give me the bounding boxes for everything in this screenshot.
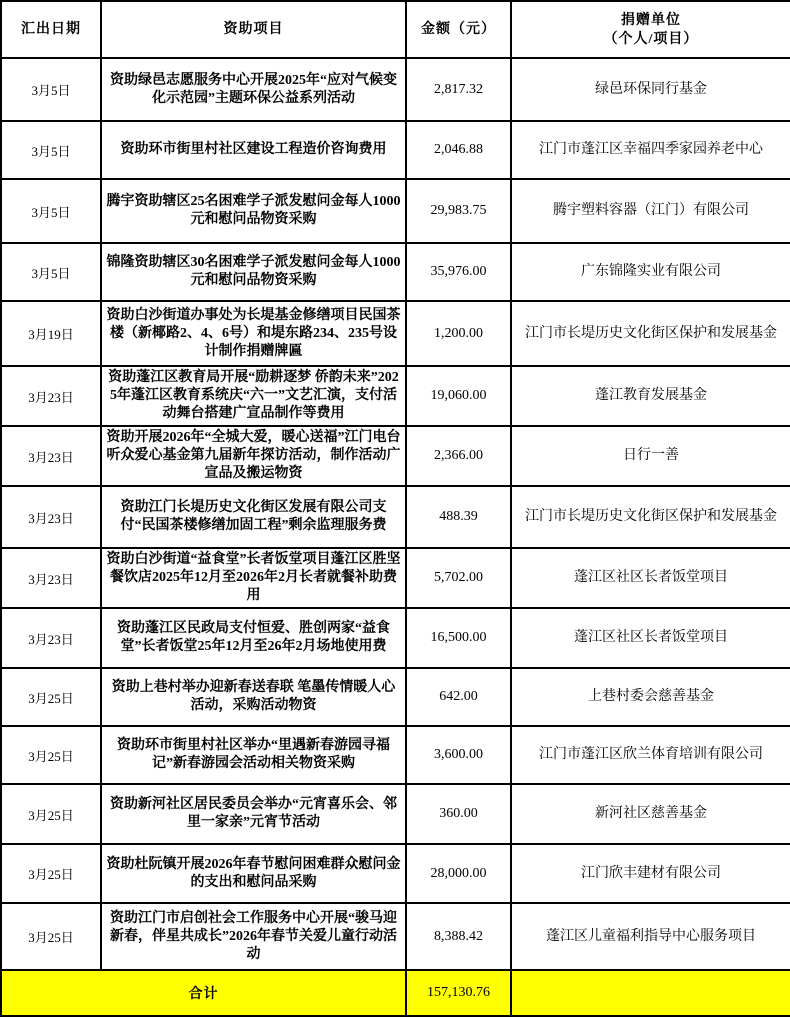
table-row <box>1 548 790 608</box>
cell-donor: 腾宇塑料容器（江门）有限公司 <box>511 179 790 243</box>
table-row <box>1 486 790 548</box>
cell-project: 资助绿邑志愿服务中心开展2025年“应对气候变化示范园”主题环保公益系列活动 <box>101 58 406 121</box>
cell-date: 3月23日 <box>1 486 101 548</box>
cell-amount: 8,388.42 <box>406 903 511 970</box>
cell-donor: 蓬江区社区长者饭堂项目 <box>511 608 790 668</box>
cell-project: 腾宇资助辖区25名困难学子派发慰问金每人1000元和慰问品物资采购 <box>101 179 406 243</box>
col-header-donor <box>511 1 790 58</box>
cell-amount: 19,060.00 <box>406 366 511 426</box>
cell-date: 3月5日 <box>1 243 101 301</box>
cell-amount: 642.00 <box>406 668 511 726</box>
total-donor-empty <box>511 970 790 1016</box>
cell-project: 资助环市街里村社区建设工程造价咨询费用 <box>101 121 406 179</box>
cell-donor: 新河社区慈善基金 <box>511 784 790 844</box>
cell-amount: 2,366.00 <box>406 426 511 486</box>
table-row <box>1 301 790 366</box>
cell-amount: 29,983.75 <box>406 179 511 243</box>
table-row <box>1 784 790 844</box>
total-amount: 157,130.76 <box>406 970 511 1016</box>
cell-date: 3月23日 <box>1 426 101 486</box>
cell-amount: 2,046.88 <box>406 121 511 179</box>
cell-date: 3月25日 <box>1 844 101 903</box>
cell-donor: 广东锦隆实业有限公司 <box>511 243 790 301</box>
table-row <box>1 179 790 243</box>
cell-donor: 日行一善 <box>511 426 790 486</box>
cell-donor: 江门市蓬江区欣兰体育培训有限公司 <box>511 726 790 784</box>
table-row <box>1 903 790 970</box>
cell-date: 3月25日 <box>1 784 101 844</box>
cell-donor: 江门市蓬江区幸福四季家园养老中心 <box>511 121 790 179</box>
cell-amount: 360.00 <box>406 784 511 844</box>
cell-donor: 江门市长堤历史文化街区保护和发展基金 <box>511 301 790 366</box>
cell-amount: 28,000.00 <box>406 844 511 903</box>
cell-donor: 江门市长堤历史文化街区保护和发展基金 <box>511 486 790 548</box>
cell-amount: 488.39 <box>406 486 511 548</box>
cell-project: 资助杜阮镇开展2026年春节慰问困难群众慰问金的支出和慰问品采购 <box>101 844 406 903</box>
cell-donor: 蓬江区社区长者饭堂项目 <box>511 548 790 608</box>
total-row <box>1 970 790 1016</box>
table-row <box>1 608 790 668</box>
table-row <box>1 58 790 121</box>
cell-donor: 蓬江教育发展基金 <box>511 366 790 426</box>
cell-date: 3月25日 <box>1 726 101 784</box>
table-row <box>1 726 790 784</box>
cell-date: 3月5日 <box>1 58 101 121</box>
table-row <box>1 668 790 726</box>
cell-amount: 2,817.32 <box>406 58 511 121</box>
cell-donor: 江门欣丰建材有限公司 <box>511 844 790 903</box>
col-header-donor-line2: （个人/项目） <box>603 31 699 47</box>
table-row <box>1 243 790 301</box>
cell-date: 3月19日 <box>1 301 101 366</box>
cell-project: 资助白沙街道“益食堂”长者饭堂项目蓬江区胜坚餐饮店2025年12月至2026年2月长者就餐补助费用 <box>101 548 406 608</box>
cell-date: 3月23日 <box>1 608 101 668</box>
cell-donor: 绿邑环保同行基金 <box>511 58 790 121</box>
table-row <box>1 844 790 903</box>
col-header-donor-line1: 捐赠单位 <box>621 12 681 28</box>
col-header-project: 资助项目 <box>101 1 406 58</box>
cell-project: 资助蓬江区民政局支付恒爱、胜创两家“益食堂”长者饭堂25年12月至26年2月场地使用费 <box>101 608 406 668</box>
cell-date: 3月23日 <box>1 548 101 608</box>
cell-project: 资助新河社区居民委员会举办“元宵喜乐会、邻里一家亲”元宵节活动 <box>101 784 406 844</box>
cell-project: 资助江门长堤历史文化街区发展有限公司支付“民国茶楼修缮加固工程”剩余监理服务费 <box>101 486 406 548</box>
cell-project: 资助环市街里村社区举办“里遇新春游园寻福记”新春游园会活动相关物资采购 <box>101 726 406 784</box>
cell-amount: 1,200.00 <box>406 301 511 366</box>
cell-project: 资助上巷村举办迎新春送春联 笔墨传情暖人心活动，采购活动物资 <box>101 668 406 726</box>
cell-amount: 3,600.00 <box>406 726 511 784</box>
col-header-amount: 金额（元） <box>406 1 511 58</box>
cell-date: 3月23日 <box>1 366 101 426</box>
cell-project: 锦隆资助辖区30名困难学子派发慰问金每人1000元和慰问品物资采购 <box>101 243 406 301</box>
cell-amount: 5,702.00 <box>406 548 511 608</box>
cell-project: 资助蓬江区教育局开展“励耕逐梦 侨韵未来”2025年蓬江区教育系统庆“六一”文艺汇演，支付活动舞台搭建广宣品制作等费用 <box>101 366 406 426</box>
header-row <box>1 1 790 58</box>
col-header-date: 汇出日期 <box>1 1 101 58</box>
table-row <box>1 426 790 486</box>
cell-donor: 上巷村委会慈善基金 <box>511 668 790 726</box>
cell-date: 3月5日 <box>1 179 101 243</box>
cell-project: 资助江门市启创社会工作服务中心开展“骏马迎新春，伴星共成长”2026年春节关爱儿童行动活动 <box>101 903 406 970</box>
table-row <box>1 121 790 179</box>
cell-date: 3月5日 <box>1 121 101 179</box>
cell-amount: 35,976.00 <box>406 243 511 301</box>
cell-project: 资助白沙街道办事处为长堤基金修缮项目民国茶楼（新椰路2、4、6号）和堤东路234、235号设计制作捐赠牌匾 <box>101 301 406 366</box>
cell-amount: 16,500.00 <box>406 608 511 668</box>
cell-date: 3月25日 <box>1 668 101 726</box>
table-row <box>1 366 790 426</box>
total-label: 合计 <box>1 970 406 1016</box>
cell-donor: 蓬江区儿童福利指导中心服务项目 <box>511 903 790 970</box>
cell-date: 3月25日 <box>1 903 101 970</box>
cell-project: 资助开展2026年“全城大爱，暖心送福”江门电台听众爱心基金第九届新年探访活动，制作活动广宣品及搬运物资 <box>101 426 406 486</box>
